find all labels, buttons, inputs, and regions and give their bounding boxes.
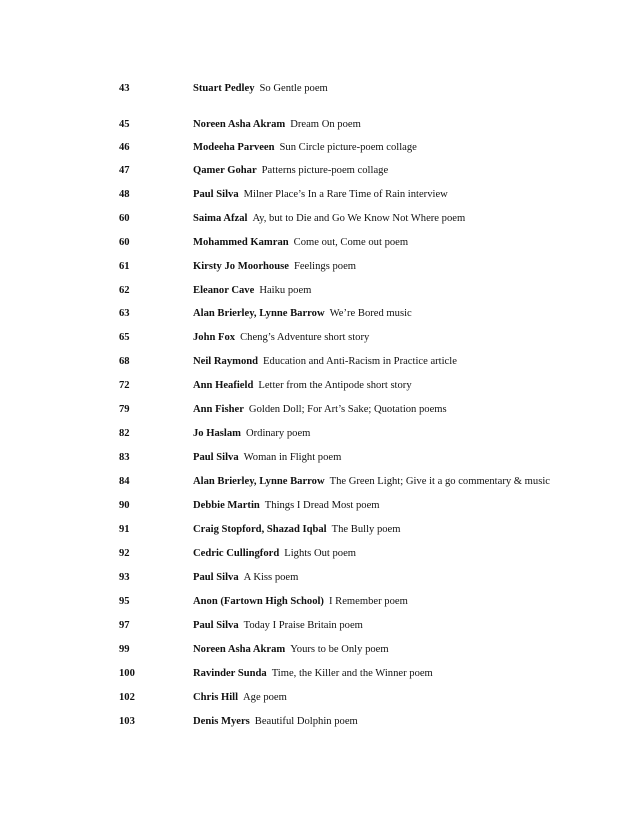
work-title: Time, the Killer and the Winner poem — [271, 668, 433, 679]
work-title: Things I Dread Most poem — [264, 500, 380, 511]
list-item — [0, 617, 638, 635]
list-item — [0, 80, 638, 98]
list-item — [0, 377, 638, 395]
list-item — [0, 329, 638, 347]
entry-text — [193, 139, 417, 157]
author-name: Kirsty Jo Moorhouse — [193, 261, 289, 272]
entry-text — [193, 617, 363, 635]
list-item — [0, 139, 638, 157]
work-title: Feelings poem — [293, 261, 357, 272]
entry-text — [193, 234, 408, 252]
entry-text — [193, 258, 356, 276]
entry-text — [193, 593, 408, 611]
page-number: 83 — [119, 452, 130, 463]
page-number: 97 — [119, 620, 130, 631]
work-title: Age poem — [243, 692, 287, 703]
page-number: 62 — [119, 285, 130, 296]
entry-text — [193, 401, 447, 419]
author-name: Denis Myers — [193, 716, 250, 727]
entry-text — [193, 210, 465, 228]
page-number: 102 — [119, 692, 135, 703]
work-title: Letter from the Antipode short story — [258, 380, 412, 391]
author-name: John Fox — [193, 332, 236, 343]
page-number: 99 — [119, 644, 130, 655]
list-item — [0, 689, 638, 707]
author-name: Alan Brierley, Lynne Barrow — [193, 308, 325, 319]
page-number: 100 — [119, 668, 135, 679]
work-title: I Remember poem — [328, 596, 408, 607]
author-name: Paul Silva — [193, 452, 239, 463]
work-title: Cheng’s Adventure short story — [240, 332, 370, 343]
page-number: 48 — [119, 189, 130, 200]
work-title: Patterns picture-poem collage — [261, 165, 389, 176]
entry-text — [193, 521, 401, 539]
author-name: Cedric Cullingford — [193, 548, 280, 559]
entry-text — [193, 282, 311, 300]
entry-text — [193, 473, 550, 491]
author-name: Eleanor Cave — [193, 285, 255, 296]
list-item — [0, 545, 638, 563]
list-item — [0, 258, 638, 276]
author-name: Stuart Pedley — [193, 83, 255, 94]
page-number: 79 — [119, 404, 130, 415]
page-number: 84 — [119, 476, 130, 487]
entry-text — [193, 713, 358, 731]
list-item — [0, 473, 638, 491]
work-title: Woman in Flight poem — [243, 452, 342, 463]
work-title: The Green Light; Give it a go commentary & music — [329, 476, 550, 487]
work-title: Today I Praise Britain poem — [243, 620, 363, 631]
page-number: 90 — [119, 500, 130, 511]
list-item — [0, 497, 638, 515]
page-number: 72 — [119, 380, 130, 391]
author-name: Anon (Fartown High School) — [193, 596, 324, 607]
work-title: So Gentle poem — [259, 83, 328, 94]
page-number: 45 — [119, 119, 130, 130]
list-item — [0, 593, 638, 611]
work-title: Dream On poem — [290, 119, 361, 130]
list-item — [0, 162, 638, 180]
entry-text — [193, 497, 380, 515]
page-number: 60 — [119, 237, 130, 248]
list-item — [0, 282, 638, 300]
page-number: 93 — [119, 572, 130, 583]
page-number: 60 — [119, 213, 130, 224]
work-title: The Bully poem — [331, 524, 401, 535]
page-number: 61 — [119, 261, 130, 272]
entry-text — [193, 689, 287, 707]
entry-text — [193, 329, 369, 347]
list-item — [0, 641, 638, 659]
work-title: Education and Anti-Racism in Practice article — [263, 356, 457, 367]
entry-text — [193, 641, 389, 659]
list-item — [0, 234, 638, 252]
author-name: Craig Stopford, Shazad Iqbal — [193, 524, 327, 535]
entry-text — [193, 569, 298, 587]
author-name: Ravinder Sunda — [193, 668, 267, 679]
entry-text — [193, 665, 433, 683]
page-number: 68 — [119, 356, 130, 367]
work-title: Beautiful Dolphin poem — [254, 716, 358, 727]
work-title: Golden Doll; For Art’s Sake; Quotation poems — [248, 404, 447, 415]
entry-text — [193, 449, 341, 467]
list-item — [0, 665, 638, 683]
list-item — [0, 569, 638, 587]
author-name: Alan Brierley, Lynne Barrow — [193, 476, 325, 487]
page-number: 82 — [119, 428, 130, 439]
list-item — [0, 401, 638, 419]
entry-text — [193, 186, 448, 204]
author-name: Paul Silva — [193, 620, 239, 631]
author-name: Neil Raymond — [193, 356, 259, 367]
author-name: Chris Hill — [193, 692, 239, 703]
page-number: 43 — [119, 83, 130, 94]
list-item — [0, 449, 638, 467]
list-item — [0, 353, 638, 371]
author-name: Paul Silva — [193, 572, 239, 583]
work-title: Lights Out poem — [284, 548, 357, 559]
page-number: 103 — [119, 716, 135, 727]
page-number: 65 — [119, 332, 130, 343]
list-item — [0, 116, 638, 134]
list-item — [0, 210, 638, 228]
author-name: Modeeha Parveen — [193, 142, 275, 153]
page-number: 92 — [119, 548, 130, 559]
author-name: Paul Silva — [193, 189, 239, 200]
list-item — [0, 521, 638, 539]
work-title: Milner Place’s In a Rare Time of Rain interview — [243, 189, 448, 200]
entry-text — [193, 425, 310, 443]
work-title: Come out, Come out poem — [293, 237, 409, 248]
entry-text — [193, 545, 356, 563]
author-name: Noreen Asha Akram — [193, 119, 286, 130]
entry-text — [193, 377, 412, 395]
page-number: 47 — [119, 165, 130, 176]
author-name: Saima Afzal — [193, 213, 248, 224]
author-name: Ann Fisher — [193, 404, 244, 415]
entry-text — [193, 353, 457, 371]
entry-text — [193, 162, 388, 180]
page-number: 91 — [119, 524, 130, 535]
work-title: Ordinary poem — [245, 428, 311, 439]
author-name: Debbie Martin — [193, 500, 260, 511]
entry-text — [193, 116, 361, 134]
author-name: Jo Haslam — [193, 428, 241, 439]
list-item — [0, 713, 638, 731]
page-number: 46 — [119, 142, 130, 153]
work-title: A Kiss poem — [243, 572, 299, 583]
entry-text — [193, 80, 328, 98]
work-title: Haiku poem — [259, 285, 312, 296]
work-title: Sun Circle picture-poem collage — [279, 142, 417, 153]
work-title: Yours to be Only poem — [290, 644, 389, 655]
author-name: Noreen Asha Akram — [193, 644, 286, 655]
page-number: 95 — [119, 596, 130, 607]
list-item — [0, 186, 638, 204]
author-name: Qamer Gohar — [193, 165, 257, 176]
author-name: Mohammed Kamran — [193, 237, 289, 248]
work-title: We’re Bored music — [329, 308, 412, 319]
work-title: Ay, but to Die and Go We Know Not Where poem — [252, 213, 466, 224]
author-name: Ann Heafield — [193, 380, 254, 391]
entry-text — [193, 305, 412, 323]
list-item — [0, 305, 638, 323]
page-number: 63 — [119, 308, 130, 319]
list-item — [0, 425, 638, 443]
